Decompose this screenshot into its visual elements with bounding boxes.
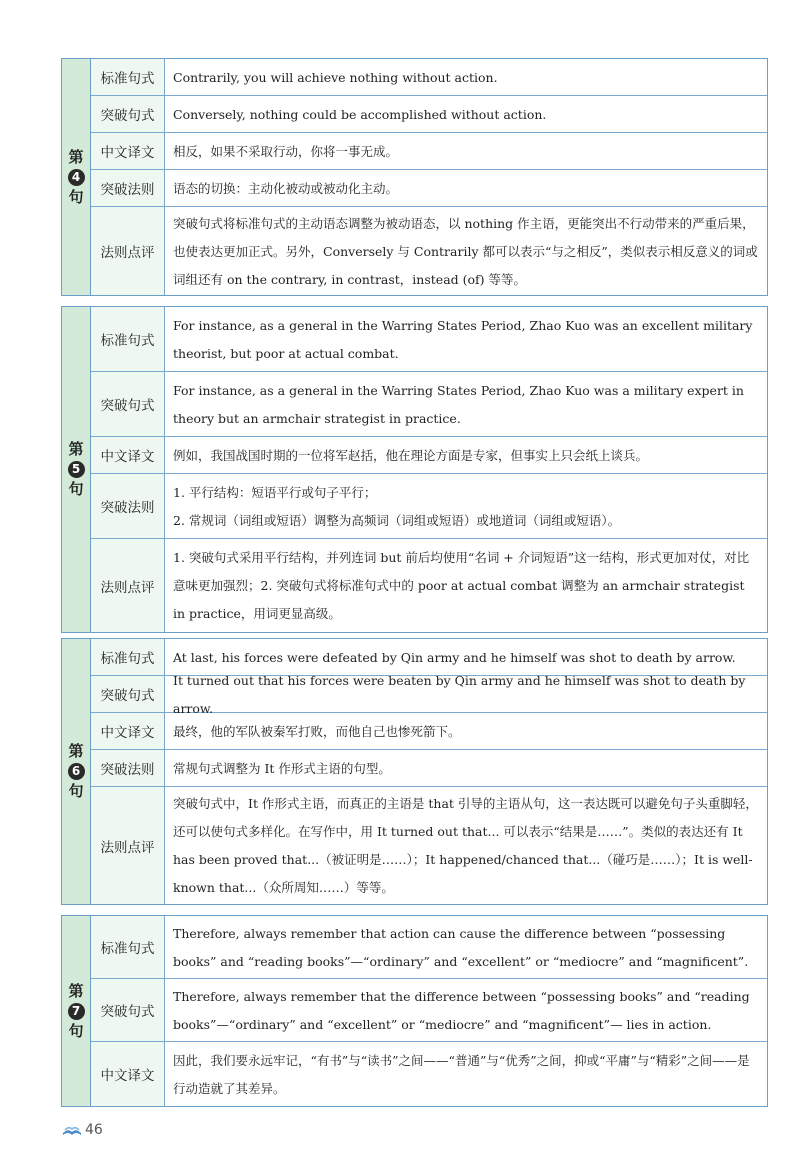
row-value — [165, 672, 767, 716]
row-value-text: For instance, as a general in the Warring States Period, Zhao Kuo was a military expert in theory but an armchair strategist in practice. — [173, 382, 744, 426]
row-value-text: 最终，他的军队被秦军打败，而他自己也惨死箭下。 — [173, 723, 461, 739]
sentence-number-badge: 6 — [68, 763, 85, 780]
sentence-block-5 — [61, 306, 768, 633]
sentence-label-top: 第 — [68, 147, 84, 166]
row-value-text: It turned out that his forces were beaten by Qin army and he himself was shot to death by arrow. — [173, 672, 746, 716]
row-value-text: 因此，我们要永远牢记，“有书”与“读书”之间——“普通”与“优秀”之间，抑或“平庸”与“精彩”之间——是行动造就了其差异。 — [173, 1052, 750, 1096]
sentence-label-bottom: 句 — [68, 480, 84, 498]
row-value — [165, 474, 767, 538]
row-label: 突破句式 — [91, 96, 165, 132]
row-value-text: 常规句式调整为 It 作形式主语的句型。 — [173, 760, 391, 776]
row-label: 中文译文 — [91, 1042, 165, 1106]
sentence-block-6 — [61, 638, 768, 905]
row-value-text: For instance, as a general in the Warring States Period, Zhao Kuo was an excellent military theorist, but poor at actual combat. — [173, 317, 753, 361]
row-value — [165, 437, 767, 473]
row-value — [165, 96, 767, 132]
row-label: 标准句式 — [91, 916, 165, 978]
row-label: 突破句式 — [91, 979, 165, 1041]
row-value — [165, 372, 767, 436]
row-value-text: 例如，我国战国时期的一位将军赵括，他在理论方面是专家，但事实上只会纸上谈兵。 — [173, 447, 649, 463]
table-row — [91, 916, 767, 979]
table-row — [91, 750, 767, 787]
row-value-text: Therefore, always remember that the difference between “possessing books” and “reading books”—“ordinary” and “excellent” or “mediocre” and “magnificent”— lies in action. — [173, 988, 750, 1032]
table-row — [91, 207, 767, 295]
row-value-text: Conversely, nothing could be accomplished without action. — [173, 106, 547, 122]
sentence-label-bottom: 句 — [68, 1021, 84, 1040]
row-label: 标准句式 — [91, 59, 165, 95]
row-label: 法则点评 — [91, 539, 165, 632]
row-value-text: 语态的切换：主动化被动或被动化主动。 — [173, 180, 399, 196]
row-label: 突破法则 — [91, 170, 165, 206]
sentence-label-top: 第 — [68, 981, 84, 1000]
sentence-label-top: 第 — [68, 742, 84, 761]
row-value-text: At last, his forces were defeated by Qin army and he himself was shot to death by arrow. — [173, 649, 736, 665]
row-label: 突破法则 — [91, 474, 165, 538]
row-value — [165, 1042, 767, 1106]
row-value-text: 突破句式将标准句式的主动语态调整为被动语态，以 nothing 作主语，更能突出不行动带来的严重后果，也使表达更加正式。另外，Conversely 与 Contrarily 都可以表示“与之相反”，类似表示相反意义的词或词组还有 on the contrary, in contrast，instead (of) 等等。 — [173, 215, 758, 287]
sentence-number-badge: 7 — [68, 1003, 85, 1020]
row-value — [165, 59, 767, 95]
row-value-text: 突破句式中，It 作形式主语，而真正的主语是 that 引导的主语从句，这一表达既可以避免句子头重脚轻，还可以使句式多样化。在写作中，用 It turned out that... 可以表示“结果是……”。类似的表达还有 It has been proved that...（被证明是……）；It happened/chanced that...（碰巧是……）；It is well-known that...（众所周知……）等等。 — [173, 796, 758, 895]
row-label: 中文译文 — [91, 713, 165, 749]
row-value-text: 相反，如果不采取行动，你将一事无成。 — [173, 143, 399, 159]
sentence-number-badge: 4 — [68, 169, 85, 186]
table-row — [91, 474, 767, 539]
sentence-label-top: 第 — [68, 440, 84, 459]
row-label: 法则点评 — [91, 787, 165, 904]
page-number-text: 46 — [85, 1122, 103, 1138]
sentence-number-badge: 5 — [68, 461, 85, 478]
row-value — [165, 539, 767, 632]
sentence-label-bottom: 句 — [68, 187, 84, 206]
row-value — [165, 713, 767, 749]
table-row — [91, 713, 767, 750]
row-label: 中文译文 — [91, 437, 165, 473]
table-row — [91, 1042, 767, 1106]
table-row — [91, 96, 767, 133]
table-row — [91, 59, 767, 96]
table-row — [91, 307, 767, 372]
row-value — [165, 979, 767, 1041]
row-label: 突破法则 — [91, 750, 165, 786]
row-value-text: Contrarily, you will achieve nothing without action. — [173, 69, 498, 85]
row-value — [165, 207, 767, 295]
row-label: 突破句式 — [91, 676, 165, 712]
row-label: 突破句式 — [91, 372, 165, 436]
row-value — [165, 750, 767, 786]
sentence-label-bottom: 句 — [68, 782, 84, 800]
table-row — [91, 979, 767, 1042]
sentence-label — [62, 916, 91, 1106]
table-row — [91, 170, 767, 207]
table-row — [91, 672, 767, 716]
row-label: 法则点评 — [91, 207, 165, 295]
row-value — [165, 916, 767, 978]
row-value-text: 1. 突破句式采用平行结构，并列连词 but 前后均使用“名词 + 介词短语”这一结构，形式更加对仗，对比意味更加强烈；2. 突破句式将标准句式中的 poor at actual combat 调整为 an armchair strategist in practice，用词更显高级。 — [173, 550, 750, 621]
sentence-label — [62, 307, 91, 632]
table-row — [91, 133, 767, 170]
row-value — [165, 133, 767, 169]
row-value-text: 1. 平行结构：短语平行或句子平行； 2. 常规词（词组或短语）调整为高频词（词组或短语）或地道词（词组或短语）。 — [173, 484, 621, 528]
sentence-block-7 — [61, 915, 768, 1107]
table-row — [91, 372, 767, 437]
row-value-text: Therefore, always remember that action can cause the difference between “possessing books” and “reading books”—“ordinary” and “excellent” or “mediocre” and “magnificent”. — [173, 925, 749, 969]
table-row — [91, 437, 767, 474]
row-value — [165, 307, 767, 371]
row-label: 标准句式 — [91, 639, 165, 675]
book-icon — [62, 1124, 82, 1136]
sentence-block-4 — [61, 58, 768, 296]
table-row — [91, 539, 767, 632]
row-value — [165, 170, 767, 206]
sentence-label — [62, 59, 91, 295]
page-number — [62, 1122, 103, 1138]
sentence-label — [62, 639, 91, 904]
table-row — [91, 787, 767, 904]
row-label: 标准句式 — [91, 307, 165, 371]
row-value — [165, 787, 767, 904]
row-label: 中文译文 — [91, 133, 165, 169]
